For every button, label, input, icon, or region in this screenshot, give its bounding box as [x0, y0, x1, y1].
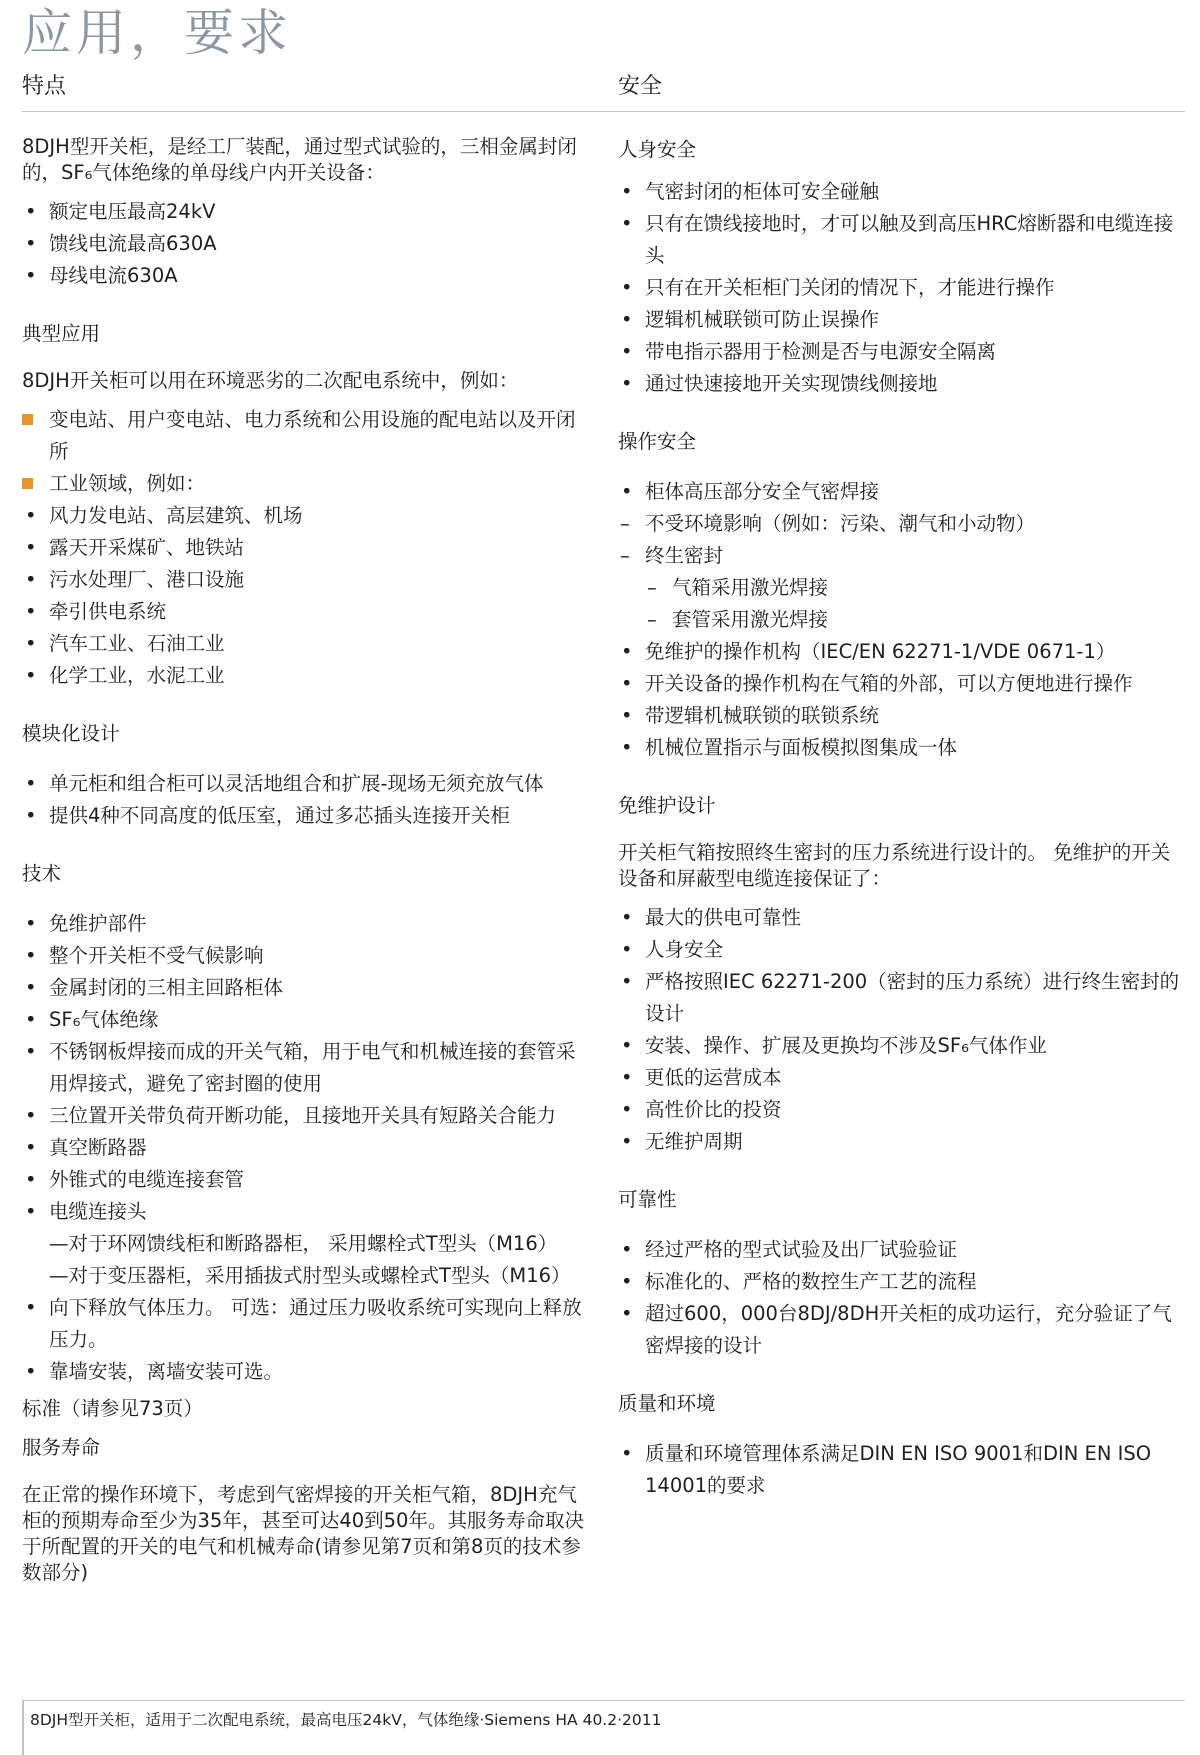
list-item: • 高性价比的投资: [618, 1094, 1185, 1126]
modular-heading: 模块化设计: [22, 722, 120, 745]
list-item: • 化学工业，水泥工业: [22, 660, 587, 692]
list-item: • 经过严格的型式试验及出厂试验验证: [618, 1234, 1185, 1266]
maintenance-free-heading: 免维护设计: [618, 794, 716, 817]
list-item: • 免维护的操作机构（IEC/EN 62271-1/VDE 0671-1）: [618, 636, 1185, 668]
list-item: • 风力发电站、高层建筑、机场: [22, 500, 587, 532]
list-item: —对于环网馈线柜和断路器柜， 采用螺栓式T型头（M16）: [49, 1232, 558, 1255]
list-item: • 污水处理厂、港口设施: [22, 564, 587, 596]
list-item: • 标准化的、严格的数控生产工艺的流程: [618, 1266, 1185, 1298]
list-item: – 套管采用激光焊接: [618, 604, 1185, 636]
reliability-heading: 可靠性: [618, 1188, 677, 1211]
list-item: • 提供4种不同高度的低压室，通过多芯插头连接开关柜: [22, 800, 587, 832]
service-heading: 服务寿命: [22, 1436, 101, 1459]
list-item: • 金属封闭的三相主回路柜体: [22, 972, 587, 1004]
features-list: [22, 196, 587, 292]
modular-list: [22, 768, 587, 832]
list-item: • 通过快速接地开关实现馈线侧接地: [618, 368, 1185, 400]
list-item: • 带电指示器用于检测是否与电源安全隔离: [618, 336, 1185, 368]
typical-list: [22, 404, 587, 692]
typical-heading: 典型应用: [22, 322, 101, 345]
list-item: • 质量和环境管理体系满足DIN EN ISO 9001和DIN EN ISO 14001的要求: [618, 1438, 1185, 1502]
list-item: 工业领域，例如：: [22, 468, 587, 500]
personal-safety-list: [618, 176, 1185, 400]
list-item: • 带逻辑机械联锁的联锁系统: [618, 700, 1185, 732]
list-item: • 汽车工业、石油工业: [22, 628, 587, 660]
maintenance-free-list: [618, 902, 1185, 1158]
list-item: • 逻辑机械联锁可防止误操作: [618, 304, 1185, 336]
list-item: • 无维护周期: [618, 1126, 1185, 1158]
list-item: • 靠墙安装，离墙安装可选。: [22, 1356, 587, 1388]
footer-bar: [22, 1700, 24, 1755]
quality-environment-list: [618, 1438, 1185, 1502]
list-item: • 馈线电流最高630A: [22, 228, 587, 260]
list-item: • 向下释放气体压力。 可选：通过压力吸收系统可实现向上释放压力。: [22, 1292, 587, 1356]
header-rule: [22, 111, 1185, 112]
reliability-list: [618, 1234, 1185, 1362]
right-column: [618, 134, 1185, 1528]
list-item: • 最大的供电可靠性: [618, 902, 1185, 934]
list-item: • 三位置开关带负荷开断功能，且接地开关具有短路关合能力: [22, 1100, 587, 1132]
page-title: 应用，要求: [22, 4, 292, 62]
features-intro: 8DJH型开关柜，是经工厂装配，通过型式试验的，三相金属封闭的，SF₆气体绝缘的单母线户内开关设备：: [22, 135, 577, 184]
list-item: • 电缆连接头: [22, 1196, 587, 1228]
list-item: • 超过600，000台8DJ/8DH开关柜的成功运行，充分验证了气密焊接的设计: [618, 1298, 1185, 1362]
operational-safety-list: [618, 476, 1185, 764]
list-item: – 不受环境影响（例如：污染、潮气和小动物）: [618, 508, 1185, 540]
safety-column-heading: 安全: [618, 74, 663, 99]
list-item: • 外锥式的电缆连接套管: [22, 1164, 587, 1196]
list-item: • 严格按照IEC 62271-200（密封的压力系统）进行终生密封的设计: [618, 966, 1185, 1030]
personal-safety-heading: 人身安全: [618, 138, 697, 161]
list-item: • 额定电压最高24kV: [22, 196, 587, 228]
list-item: • 单元柜和组合柜可以灵活地组合和扩展-现场无须充放气体: [22, 768, 587, 800]
page-footer: 8DJH型开关柜，适用于二次配电系统，最高电压24kV，气体绝缘·Siemens HA 40.2·2011: [30, 1711, 662, 1729]
list-item: • 气密封闭的柜体可安全碰触: [618, 176, 1185, 208]
tech-heading: 技术: [22, 862, 62, 885]
list-item: —对于变压器柜，采用插拔式肘型头或螺栓式T型头（M16）: [49, 1264, 571, 1287]
list-item: • 安装、操作、扩展及更换均不涉及SF₆气体作业: [618, 1030, 1185, 1062]
list-item: • 人身安全: [618, 934, 1185, 966]
list-item: • 开关设备的操作机构在气箱的外部，可以方便地进行操作: [618, 668, 1185, 700]
quality-environment-heading: 质量和环境: [618, 1392, 716, 1415]
list-item: • 不锈钢板焊接而成的开关气箱，用于电气和机械连接的套管采用焊接式，避免了密封圈的使用: [22, 1036, 587, 1100]
list-item: • 更低的运营成本: [618, 1062, 1185, 1094]
left-column: [22, 134, 587, 1596]
tech-list: [22, 908, 587, 1388]
maintenance-free-intro: 开关柜气箱按照终生密封的压力系统进行设计的。 免维护的开关设备和屏蔽型电缆连接保证了：: [618, 841, 1171, 890]
features-column-heading: 特点: [22, 74, 67, 99]
list-item: – 终生密封: [618, 540, 1185, 572]
list-item: • 柜体高压部分安全气密焊接: [618, 476, 1185, 508]
list-item: • 整个开关柜不受气候影响: [22, 940, 587, 972]
list-item: • 只有在开关柜柜门关闭的情况下，才能进行操作: [618, 272, 1185, 304]
list-item: • 真空断路器: [22, 1132, 587, 1164]
standards-note: 标准（请参见73页）: [22, 1397, 203, 1420]
list-item: 变电站、用户变电站、电力系统和公用设施的配电站以及开闭所: [22, 404, 587, 468]
list-item: – 气箱采用激光焊接: [618, 572, 1185, 604]
list-item: • 牵引供电系统: [22, 596, 587, 628]
list-item: • 母线电流630A: [22, 260, 587, 292]
list-item: • SF₆气体绝缘: [22, 1004, 587, 1036]
list-item: • 机械位置指示与面板模拟图集成一体: [618, 732, 1185, 764]
list-item: • 只有在馈线接地时，才可以触及到高压HRC熔断器和电缆连接头: [618, 208, 1185, 272]
operational-safety-heading: 操作安全: [618, 430, 697, 453]
footer-rule: [22, 1700, 1185, 1701]
list-item: • 免维护部件: [22, 908, 587, 940]
list-item: • 露天开采煤矿、地铁站: [22, 532, 587, 564]
typical-intro: 8DJH开关柜可以用在环境恶劣的二次配电系统中，例如：: [22, 369, 519, 392]
service-text: 在正常的操作环境下，考虑到气密焊接的开关柜气箱，8DJH充气柜的预期寿命至少为35年，甚至可达40到50年。其服务寿命取决于所配置的开关的电气和机械寿命(请参见第7页和第8页的技术参数部分): [22, 1483, 584, 1584]
